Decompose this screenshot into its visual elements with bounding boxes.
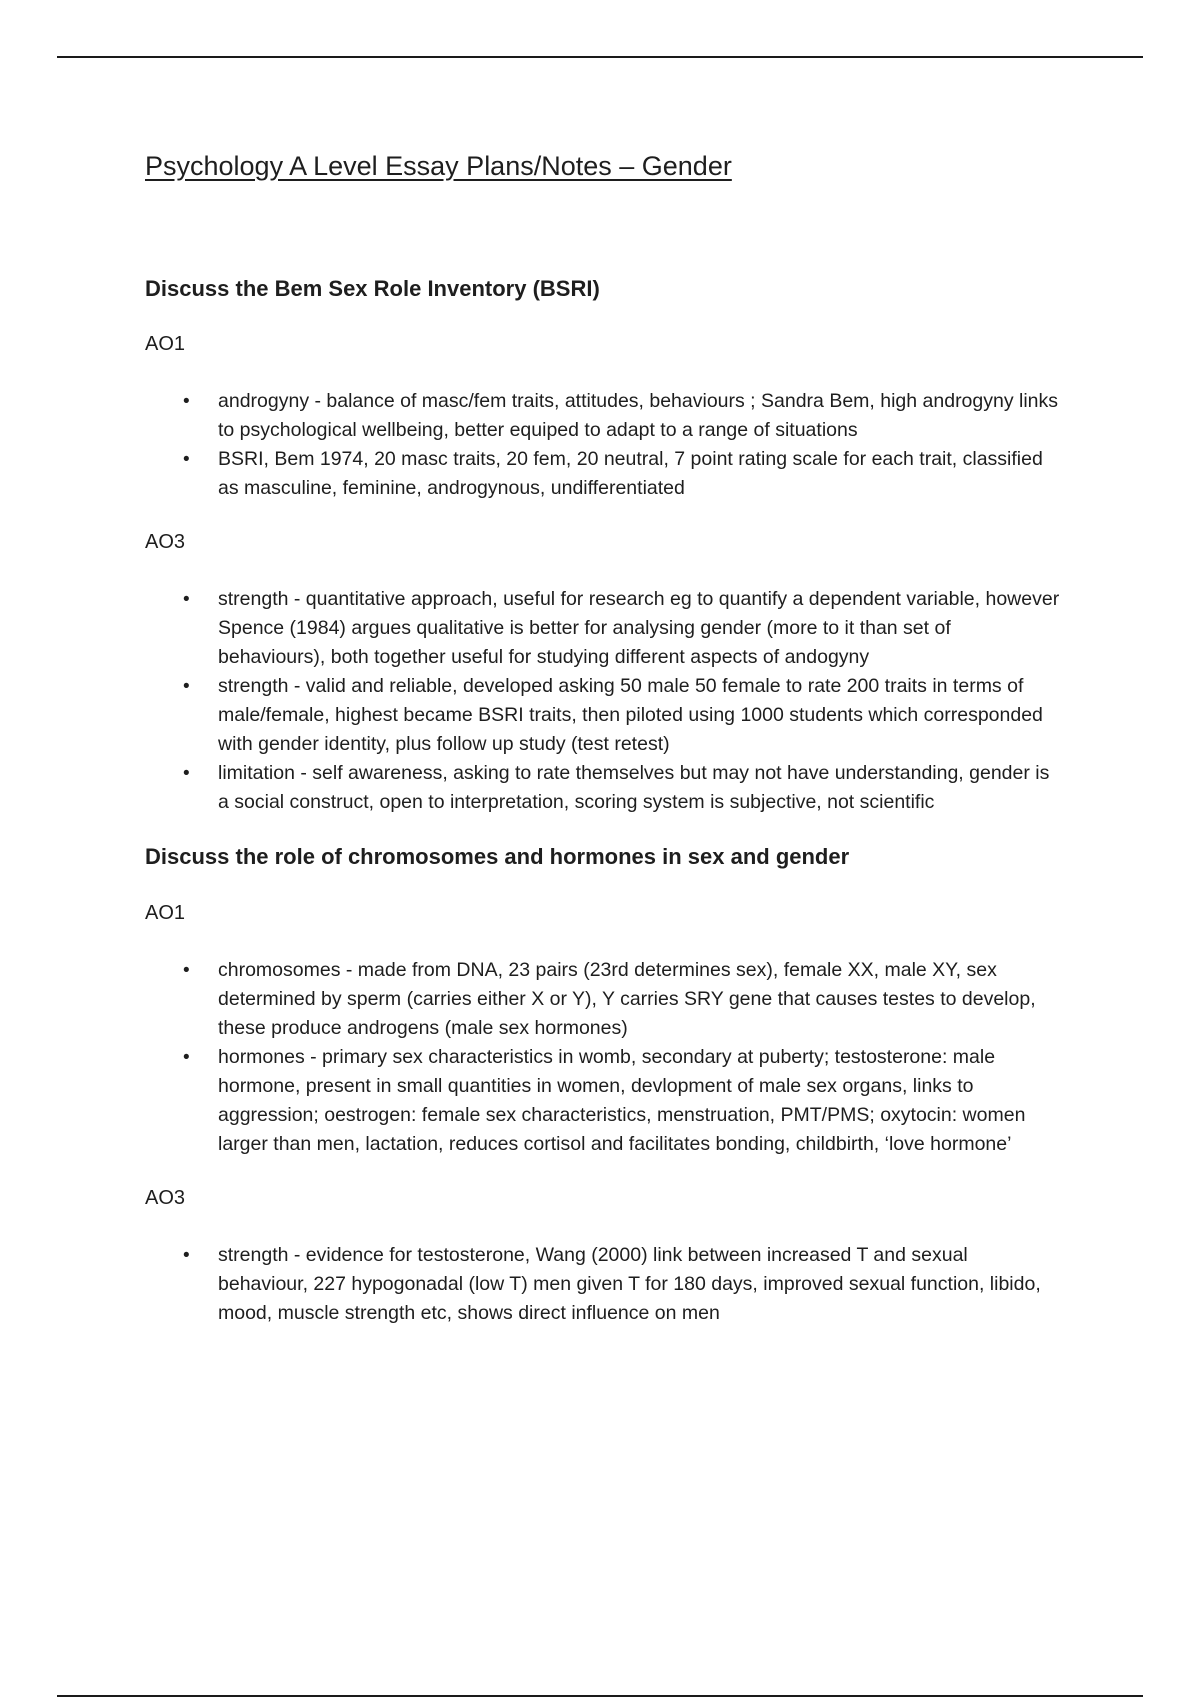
- list-item: • androgyny - balance of masc/fem traits, attitudes, behaviours ; Sandra Bem, high androgyny links to psychological wellbeing, better equiped to adapt to a range of situations: [145, 387, 1060, 445]
- section-heading-chromosomes-hormones: Discuss the role of chromosomes and hormones in sex and gender: [145, 844, 850, 870]
- list-item: • limitation - self awareness, asking to rate themselves but may not have understanding, gender is a social construct, open to interpretation, scoring system is subjective, not scientific: [145, 759, 1060, 817]
- section-heading-bsri: Discuss the Bem Sex Role Inventory (BSRI): [145, 275, 600, 301]
- ao3-label: AO3: [145, 531, 186, 554]
- top-rule: [57, 56, 1143, 58]
- ao1-label: AO1: [145, 901, 186, 924]
- ao1-label: AO1: [145, 333, 186, 356]
- list-item: • strength - valid and reliable, developed asking 50 male 50 female to rate 200 traits in terms of male/female, highest became BSRI traits, then piloted using 1000 students which corresponded with gender identity, plus follow up study (test retest): [145, 672, 1060, 759]
- bsri-ao3-list: [145, 585, 1060, 817]
- list-item: • chromosomes - made from DNA, 23 pairs (23rd determines sex), female XX, male XY, sex determined by sperm (carries either X or Y), Y carries SRY gene that causes testes to develop, these produce androgens (male sex hormones): [145, 956, 1060, 1043]
- list-item: • strength - quantitative approach, useful for research eg to quantify a dependent variable, however Spence (1984) argues qualitative is better for analysing gender (more to it than set of behaviours), both together useful for studying different aspects of andogyny: [145, 585, 1060, 672]
- list-item: • hormones - primary sex characteristics in womb, secondary at puberty; testosterone: male hormone, present in small quantities in women, devlopment of male sex organs, links to aggression; oestrogen: female sex characteristics, menstruation, PMT/PMS; oxytocin: women larger than men, lactation, reduces cortisol and facilitates bonding, childbirth, ‘love hormone’: [145, 1043, 1060, 1159]
- chromosomes-ao1-list: [145, 956, 1060, 1159]
- bottom-rule: [57, 1695, 1143, 1697]
- ao3-label: AO3: [145, 1186, 186, 1209]
- document-body: [145, 150, 1060, 1328]
- document-title: Psychology A Level Essay Plans/Notes – Gender: [145, 151, 732, 181]
- bsri-ao1-list: [145, 387, 1060, 503]
- list-item: • strength - evidence for testosterone, Wang (2000) link between increased T and sexual behaviour, 227 hypogonadal (low T) men given T for 180 days, improved sexual function, libido, mood, muscle strength etc, shows direct influence on men: [145, 1241, 1060, 1328]
- list-item: • BSRI, Bem 1974, 20 masc traits, 20 fem, 20 neutral, 7 point rating scale for each trait, classified as masculine, feminine, androgynous, undifferentiated: [145, 445, 1060, 503]
- chromosomes-ao3-list: [145, 1241, 1060, 1328]
